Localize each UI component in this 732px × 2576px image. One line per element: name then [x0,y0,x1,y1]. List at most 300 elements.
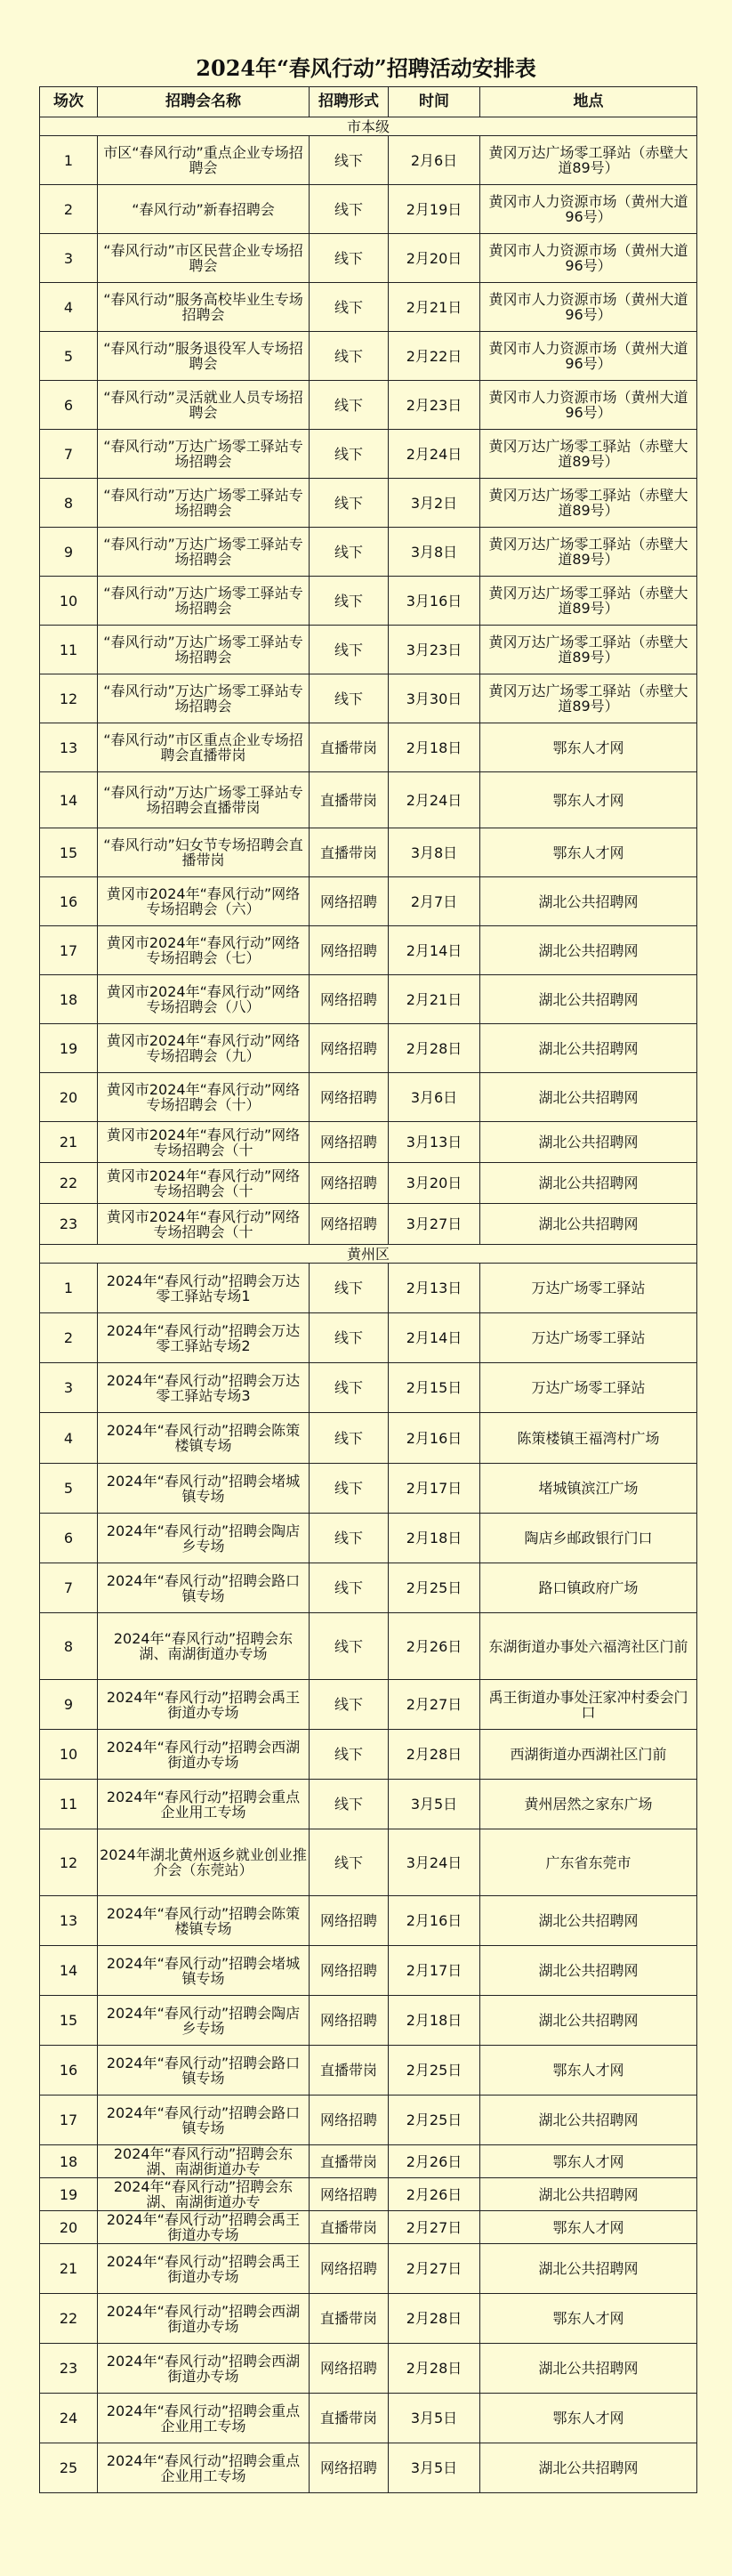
cell-session: 21 [40,1122,98,1163]
cell-fair-name: 2024年“春风行动”招聘会陶店乡专场 [98,1514,310,1563]
cell-format: 直播带岗 [310,2211,389,2244]
cell-date: 2月25日 [389,2096,480,2145]
cell-location: 黄冈万达广场零工驿站（赤壁大道89号） [480,577,697,626]
cell-fair-name: 2024年“春风行动”招聘会万达零工驿站专场2 [98,1313,310,1363]
cell-location: 万达广场零工驿站 [480,1264,697,1313]
cell-fair-name: 2024年“春风行动”招聘会重点企业用工专场 [98,2394,310,2443]
section-title: 黄州区 [40,1245,697,1264]
table-row [40,1313,697,1363]
cell-format: 线下 [310,1780,389,1829]
section-title: 市本级 [40,117,697,136]
cell-date: 3月5日 [389,2394,480,2443]
header-session: 场次 [40,87,98,117]
cell-location: 湖北公共招聘网 [480,1073,697,1122]
cell-date: 3月13日 [389,1122,480,1163]
cell-location: 黄州居然之家东广场 [480,1780,697,1829]
cell-location: 鄂东人才网 [480,2394,697,2443]
cell-session: 1 [40,136,98,185]
cell-location: 湖北公共招聘网 [480,1024,697,1073]
cell-format: 线下 [310,1413,389,1464]
header-location: 地点 [480,87,697,117]
table-row [40,136,697,185]
header-format: 招聘形式 [310,87,389,117]
cell-session: 3 [40,234,98,283]
cell-date: 2月20日 [389,234,480,283]
cell-date: 2月6日 [389,136,480,185]
cell-format: 线下 [310,1563,389,1613]
cell-format: 网络招聘 [310,975,389,1024]
cell-format: 直播带岗 [310,2394,389,2443]
cell-format: 线下 [310,1264,389,1313]
table-row [40,185,697,234]
cell-location: 广东省东莞市 [480,1829,697,1896]
cell-session: 16 [40,2046,98,2096]
cell-fair-name: “春风行动”妇女节专场招聘会直播带岗 [98,828,310,877]
cell-fair-name: 2024年“春风行动”招聘会西湖街道办专场 [98,2344,310,2394]
table-row [40,772,697,828]
cell-session: 25 [40,2443,98,2493]
cell-format: 线下 [310,626,389,674]
cell-format: 直播带岗 [310,2294,389,2344]
cell-format: 直播带岗 [310,723,389,772]
cell-session: 5 [40,1464,98,1514]
cell-fair-name: 2024年“春风行动”招聘会禹王街道办专场 [98,2244,310,2294]
cell-format: 线下 [310,1363,389,1413]
table-row [40,430,697,479]
cell-session: 6 [40,381,98,430]
cell-date: 3月30日 [389,674,480,723]
cell-location: 湖北公共招聘网 [480,1896,697,1946]
cell-format: 网络招聘 [310,1073,389,1122]
cell-session: 4 [40,283,98,332]
cell-fair-name: 黄冈市2024年“春风行动”网络专场招聘会（七） [98,926,310,975]
table-row [40,1073,697,1122]
cell-format: 网络招聘 [310,1896,389,1946]
cell-session: 23 [40,2344,98,2394]
cell-format: 线下 [310,1464,389,1514]
cell-date: 2月21日 [389,975,480,1024]
table-row [40,283,697,332]
cell-location: 禹王街道办事处汪家冲村委会门口 [480,1680,697,1730]
table-row [40,1163,697,1204]
cell-location: 堵城镇滨江广场 [480,1464,697,1514]
cell-location: 黄冈万达广场零工驿站（赤壁大道89号） [480,528,697,577]
cell-format: 线下 [310,1313,389,1363]
cell-session: 11 [40,1780,98,1829]
cell-fair-name: 2024年“春风行动”招聘会东湖、南湖街道办专 [98,2145,310,2178]
cell-fair-name: “春风行动”万达广场零工驿站专场招聘会 [98,528,310,577]
cell-session: 18 [40,975,98,1024]
cell-format: 直播带岗 [310,828,389,877]
cell-location: 东湖街道办事处六福湾社区门前 [480,1613,697,1680]
cell-location: 湖北公共招聘网 [480,1163,697,1204]
cell-session: 13 [40,723,98,772]
cell-session: 22 [40,2294,98,2344]
cell-format: 线下 [310,185,389,234]
cell-format: 线下 [310,1613,389,1680]
cell-fair-name: 黄冈市2024年“春风行动”网络专场招聘会（十 [98,1163,310,1204]
cell-format: 网络招聘 [310,1996,389,2046]
cell-format: 网络招聘 [310,2443,389,2493]
cell-session: 3 [40,1363,98,1413]
cell-format: 网络招聘 [310,2344,389,2394]
cell-date: 2月19日 [389,185,480,234]
cell-date: 2月14日 [389,1313,480,1363]
cell-format: 网络招聘 [310,926,389,975]
cell-format: 线下 [310,479,389,528]
cell-session: 21 [40,2244,98,2294]
cell-session: 2 [40,185,98,234]
cell-fair-name: 2024年“春风行动”招聘会东湖、南湖街道办专场 [98,1613,310,1680]
cell-format: 线下 [310,1514,389,1563]
cell-session: 11 [40,626,98,674]
cell-date: 2月18日 [389,1514,480,1563]
cell-session: 17 [40,2096,98,2145]
table-row [40,1464,697,1514]
table-row [40,2046,697,2096]
table-row [40,926,697,975]
cell-location: 湖北公共招聘网 [480,1996,697,2046]
cell-format: 线下 [310,430,389,479]
cell-location: 鄂东人才网 [480,2046,697,2096]
cell-fair-name: 2024年湖北黄州返乡就业创业推介会（东莞站） [98,1829,310,1896]
cell-date: 2月26日 [389,1613,480,1680]
schedule-table [39,86,697,2493]
table-row [40,2211,697,2244]
cell-fair-name: 2024年“春风行动”招聘会陶店乡专场 [98,1996,310,2046]
cell-date: 2月28日 [389,2344,480,2394]
cell-session: 17 [40,926,98,975]
table-row [40,1264,697,1313]
cell-date: 2月22日 [389,332,480,381]
cell-date: 2月23日 [389,381,480,430]
table-row [40,2096,697,2145]
table-row [40,1996,697,2046]
cell-date: 2月25日 [389,1563,480,1613]
cell-location: 黄冈万达广场零工驿站（赤壁大道89号） [480,136,697,185]
cell-session: 7 [40,1563,98,1613]
cell-location: 鄂东人才网 [480,772,697,828]
cell-date: 2月7日 [389,877,480,926]
cell-fair-name: 2024年“春风行动”招聘会禹王街道办专场 [98,1680,310,1730]
cell-format: 网络招聘 [310,2244,389,2294]
cell-format: 网络招聘 [310,2096,389,2145]
cell-date: 2月13日 [389,1264,480,1313]
table-body [40,117,697,2493]
cell-fair-name: 2024年“春风行动”招聘会重点企业用工专场 [98,1780,310,1829]
cell-session: 15 [40,1996,98,2046]
cell-format: 线下 [310,1829,389,1896]
cell-format: 网络招聘 [310,1024,389,1073]
cell-session: 20 [40,1073,98,1122]
cell-location: 湖北公共招聘网 [480,1122,697,1163]
cell-format: 直播带岗 [310,772,389,828]
cell-date: 2月18日 [389,723,480,772]
table-row [40,479,697,528]
table-row [40,2244,697,2294]
cell-date: 2月24日 [389,772,480,828]
table-row [40,877,697,926]
cell-location: 陈策楼镇王福湾村广场 [480,1413,697,1464]
cell-session: 8 [40,1613,98,1680]
cell-fair-name: 2024年“春风行动”招聘会西湖街道办专场 [98,2294,310,2344]
cell-date: 3月8日 [389,528,480,577]
cell-fair-name: 2024年“春风行动”招聘会路口镇专场 [98,2046,310,2096]
cell-date: 3月5日 [389,1780,480,1829]
cell-location: 黄冈市人力资源市场（黄州大道96号） [480,234,697,283]
table-header-row [40,87,697,117]
cell-fair-name: 2024年“春风行动”招聘会万达零工驿站专场1 [98,1264,310,1313]
cell-fair-name: 2024年“春风行动”招聘会万达零工驿站专场3 [98,1363,310,1413]
cell-location: 湖北公共招聘网 [480,2244,697,2294]
cell-format: 线下 [310,1680,389,1730]
cell-session: 23 [40,1204,98,1245]
cell-fair-name: 2024年“春风行动”招聘会重点企业用工专场 [98,2443,310,2493]
table-row [40,674,697,723]
cell-fair-name: “春风行动”新春招聘会 [98,185,310,234]
cell-date: 2月28日 [389,2294,480,2344]
cell-format: 网络招聘 [310,1946,389,1996]
cell-location: 鄂东人才网 [480,828,697,877]
cell-location: 湖北公共招聘网 [480,2443,697,2493]
cell-session: 19 [40,1024,98,1073]
table-row [40,1514,697,1563]
table-row [40,1680,697,1730]
table-row [40,381,697,430]
cell-date: 2月26日 [389,2145,480,2178]
cell-date: 3月6日 [389,1073,480,1122]
cell-fair-name: 黄冈市2024年“春风行动”网络专场招聘会（十 [98,1204,310,1245]
cell-location: 鄂东人才网 [480,2211,697,2244]
cell-format: 线下 [310,577,389,626]
cell-date: 3月24日 [389,1829,480,1896]
cell-fair-name: 2024年“春风行动”招聘会禹王街道办专场 [98,2211,310,2244]
table-row [40,1563,697,1613]
cell-date: 2月17日 [389,1464,480,1514]
cell-format: 线下 [310,528,389,577]
cell-format: 网络招聘 [310,1163,389,1204]
table-row [40,2443,697,2493]
cell-date: 3月23日 [389,626,480,674]
cell-date: 3月20日 [389,1163,480,1204]
cell-date: 2月14日 [389,926,480,975]
cell-session: 14 [40,1946,98,1996]
cell-location: 鄂东人才网 [480,2294,697,2344]
cell-session: 20 [40,2211,98,2244]
cell-location: 西湖街道办西湖社区门前 [480,1730,697,1780]
cell-date: 2月26日 [389,2178,480,2211]
cell-session: 16 [40,877,98,926]
cell-format: 线下 [310,381,389,430]
cell-session: 18 [40,2145,98,2178]
cell-location: 黄冈万达广场零工驿站（赤壁大道89号） [480,479,697,528]
cell-fair-name: 黄冈市2024年“春风行动”网络专场招聘会（九） [98,1024,310,1073]
cell-location: 湖北公共招聘网 [480,2096,697,2145]
cell-format: 网络招聘 [310,877,389,926]
table-row [40,1896,697,1946]
cell-location: 黄冈市人力资源市场（黄州大道96号） [480,381,697,430]
table-row [40,2394,697,2443]
cell-location: 路口镇政府广场 [480,1563,697,1613]
cell-fair-name: “春风行动”万达广场零工驿站专场招聘会 [98,430,310,479]
cell-location: 黄冈万达广场零工驿站（赤壁大道89号） [480,430,697,479]
cell-fair-name: “春风行动”万达广场零工驿站专场招聘会 [98,626,310,674]
cell-fair-name: “春风行动”万达广场零工驿站专场招聘会 [98,577,310,626]
cell-date: 2月16日 [389,1896,480,1946]
cell-format: 线下 [310,234,389,283]
cell-location: 陶店乡邮政银行门口 [480,1514,697,1563]
table-row [40,234,697,283]
cell-fair-name: “春风行动”市区重点企业专场招聘会直播带岗 [98,723,310,772]
cell-location: 鄂东人才网 [480,723,697,772]
cell-fair-name: “春风行动”万达广场零工驿站专场招聘会直播带岗 [98,772,310,828]
table-row [40,2344,697,2394]
cell-fair-name: 2024年“春风行动”招聘会堵城镇专场 [98,1464,310,1514]
cell-format: 线下 [310,332,389,381]
section-row [40,1245,697,1264]
cell-location: 湖北公共招聘网 [480,975,697,1024]
table-row [40,1946,697,1996]
cell-location: 湖北公共招聘网 [480,2178,697,2211]
table-row [40,2178,697,2211]
cell-date: 3月27日 [389,1204,480,1245]
cell-fair-name: 黄冈市2024年“春风行动”网络专场招聘会（六） [98,877,310,926]
table-row [40,2145,697,2178]
table-row [40,1363,697,1413]
cell-session: 12 [40,1829,98,1896]
cell-location: 鄂东人才网 [480,2145,697,2178]
cell-location: 黄冈市人力资源市场（黄州大道96号） [480,185,697,234]
table-row [40,1780,697,1829]
cell-fair-name: 2024年“春风行动”招聘会堵城镇专场 [98,1946,310,1996]
cell-session: 9 [40,528,98,577]
cell-date: 2月16日 [389,1413,480,1464]
table-row [40,626,697,674]
cell-location: 黄冈市人力资源市场（黄州大道96号） [480,283,697,332]
cell-date: 3月5日 [389,2443,480,2493]
cell-session: 6 [40,1514,98,1563]
cell-date: 2月27日 [389,2211,480,2244]
cell-format: 直播带岗 [310,2046,389,2096]
cell-session: 12 [40,674,98,723]
cell-fair-name: 2024年“春风行动”招聘会路口镇专场 [98,2096,310,2145]
cell-format: 网络招聘 [310,1122,389,1163]
cell-session: 15 [40,828,98,877]
cell-fair-name: 黄冈市2024年“春风行动”网络专场招聘会（八） [98,975,310,1024]
cell-session: 22 [40,1163,98,1204]
table-row [40,1204,697,1245]
cell-location: 湖北公共招聘网 [480,1946,697,1996]
cell-fair-name: 2024年“春风行动”招聘会陈策楼镇专场 [98,1413,310,1464]
table-row [40,828,697,877]
cell-session: 10 [40,1730,98,1780]
cell-date: 2月25日 [389,2046,480,2096]
table-row [40,723,697,772]
table-row [40,332,697,381]
cell-fair-name: 2024年“春风行动”招聘会东湖、南湖街道办专 [98,2178,310,2211]
cell-fair-name: 2024年“春风行动”招聘会陈策楼镇专场 [98,1896,310,1946]
table-row [40,975,697,1024]
cell-session: 24 [40,2394,98,2443]
cell-session: 14 [40,772,98,828]
page-title: 2024年“春风行动”招聘活动安排表 [196,55,536,81]
cell-date: 3月2日 [389,479,480,528]
cell-date: 2月27日 [389,2244,480,2294]
cell-fair-name: 2024年“春风行动”招聘会西湖街道办专场 [98,1730,310,1780]
cell-location: 黄冈万达广场零工驿站（赤壁大道89号） [480,626,697,674]
cell-format: 直播带岗 [310,2145,389,2178]
cell-date: 2月24日 [389,430,480,479]
table-row [40,528,697,577]
cell-location: 湖北公共招聘网 [480,1204,697,1245]
cell-fair-name: 黄冈市2024年“春风行动”网络专场招聘会（十） [98,1073,310,1122]
cell-location: 万达广场零工驿站 [480,1313,697,1363]
cell-location: 黄冈万达广场零工驿站（赤壁大道89号） [480,674,697,723]
cell-date: 2月28日 [389,1730,480,1780]
cell-date: 2月28日 [389,1024,480,1073]
cell-session: 8 [40,479,98,528]
table-row [40,1829,697,1896]
cell-fair-name: “春风行动”服务退役军人专场招聘会 [98,332,310,381]
cell-location: 湖北公共招聘网 [480,877,697,926]
cell-session: 19 [40,2178,98,2211]
cell-date: 2月21日 [389,283,480,332]
cell-fair-name: “春风行动”万达广场零工驿站专场招聘会 [98,479,310,528]
cell-location: 湖北公共招聘网 [480,2344,697,2394]
cell-fair-name: 黄冈市2024年“春风行动”网络专场招聘会（十 [98,1122,310,1163]
section-row [40,117,697,136]
cell-session: 1 [40,1264,98,1313]
cell-session: 10 [40,577,98,626]
cell-location: 万达广场零工驿站 [480,1363,697,1413]
cell-session: 5 [40,332,98,381]
cell-session: 4 [40,1413,98,1464]
header-date: 时间 [389,87,480,117]
cell-date: 2月27日 [389,1680,480,1730]
cell-format: 线下 [310,1730,389,1780]
cell-format: 线下 [310,283,389,332]
cell-location: 湖北公共招聘网 [480,926,697,975]
cell-date: 2月15日 [389,1363,480,1413]
cell-session: 13 [40,1896,98,1946]
cell-session: 7 [40,430,98,479]
table-row [40,1024,697,1073]
table-row [40,1730,697,1780]
cell-fair-name: “春风行动”市区民营企业专场招聘会 [98,234,310,283]
cell-location: 黄冈市人力资源市场（黄州大道96号） [480,332,697,381]
table-row [40,1122,697,1163]
cell-date: 3月16日 [389,577,480,626]
table-row [40,1613,697,1680]
cell-fair-name: 市区“春风行动”重点企业专场招聘会 [98,136,310,185]
cell-fair-name: “春风行动”服务高校毕业生专场招聘会 [98,283,310,332]
table-row [40,1413,697,1464]
cell-format: 网络招聘 [310,2178,389,2211]
cell-session: 2 [40,1313,98,1363]
cell-fair-name: “春风行动”灵活就业人员专场招聘会 [98,381,310,430]
header-fair-name: 招聘会名称 [98,87,310,117]
cell-fair-name: “春风行动”万达广场零工驿站专场招聘会 [98,674,310,723]
cell-date: 2月17日 [389,1946,480,1996]
cell-session: 9 [40,1680,98,1730]
cell-format: 线下 [310,136,389,185]
table-row [40,577,697,626]
table-row [40,2294,697,2344]
cell-format: 网络招聘 [310,1204,389,1245]
cell-format: 线下 [310,674,389,723]
cell-date: 2月18日 [389,1996,480,2046]
cell-date: 3月8日 [389,828,480,877]
